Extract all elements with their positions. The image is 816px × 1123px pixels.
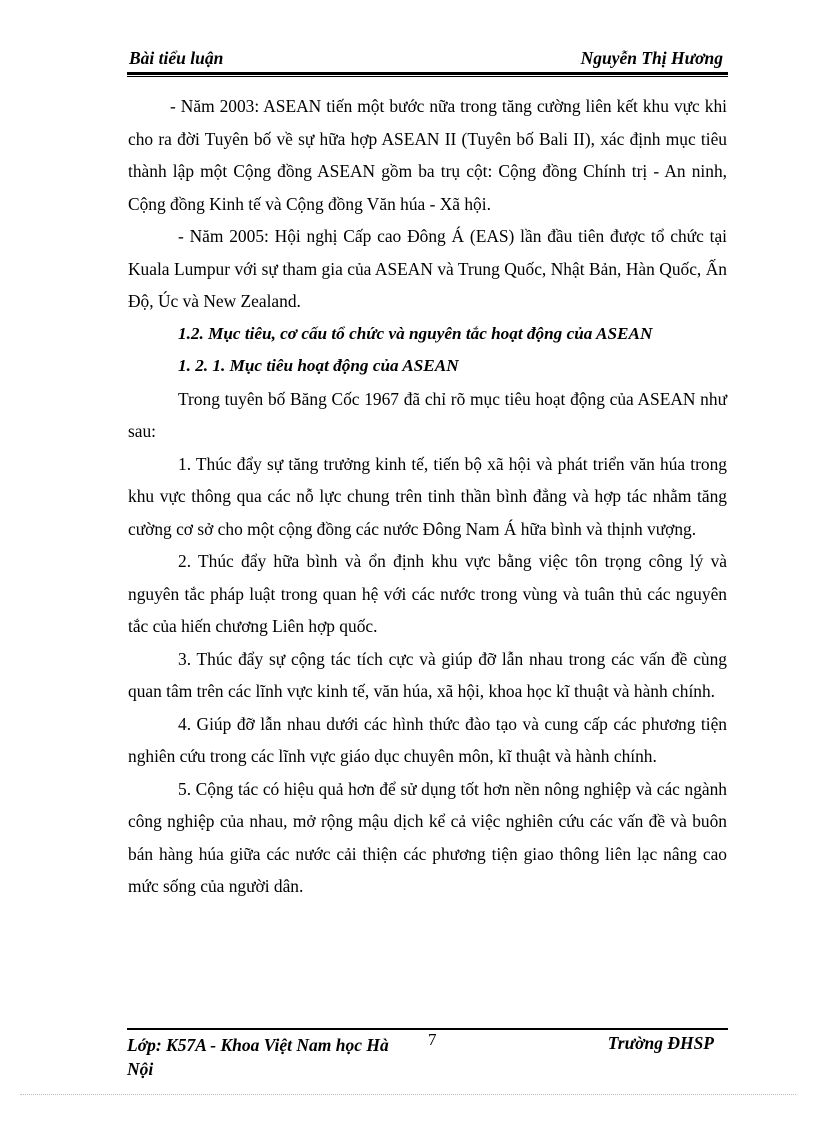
page-header [127,48,727,74]
footer-school: Trường ĐHSP [607,1033,714,1053]
list-item-3: 3. Thúc đẩy sự cộng tác tích cực và giúp đỡ lẫn nhau trong các vấn đề cùng quan tâm trên các lĩnh vực kinh tế, văn húa, xã hội, khoa học kĩ thuật và hành chính. [128,648,727,701]
list-item-5: 5. Cộng tác có hiệu quả hơn để sử dụng tốt hơn nền nông nghiệp và các ngành công nghiệp của nhau, mở rộng mậu dịch kể cả việc nghiên cứu các vấn đề và buôn bán hàng húa giữa các nước cải thiện các phương tiện giao thông liên lạc nâng cao mức sống của người dân. [128,778,727,896]
page-edge-divider [20,1094,796,1095]
paragraph-2005: - Năm 2005: Hội nghị Cấp cao Đông Á (EAS) lần đầu tiên được tổ chức tại Kuala Lumpur với sự tham gia của ASEAN và Trung Quốc, Nhật Bản, Hàn Quốc, Ấn Độ, Úc và New Zealand. [128,226,727,311]
paragraph-2003: - Năm 2003: ASEAN tiến một bước nữa trong tăng cường liên kết khu vực khi cho ra đời Tuyên bố về sự hữa hợp ASEAN II (Tuyên bố Bali II), xác định mục tiêu thành lập một Cộng đồng ASEAN gồm ba trụ cột: Cộng đồng Chính trị - An ninh, Cộng đồng Kinh tế và Cộng đồng Văn húa - Xã hội. [128,96,727,214]
section-heading: 1.2. Mục tiêu, cơ cấu tổ chức và nguyên tắc hoạt động của ASEAN [178,323,653,343]
list-item-4: 4. Giúp đỡ lẫn nhau dưới các hình thức đào tạo và cung cấp các phương tiện nghiên cứu trong các lĩnh vực giáo dục chuyên môn, kĩ thuật và hành chính. [128,713,727,766]
subsection-heading: 1. 2. 1. Mục tiêu hoạt động của ASEAN [178,356,459,375]
header-author: Nguyễn Thị Hương [580,48,723,68]
page-number: 7 [428,1030,437,1049]
paragraph-intro: Trong tuyên bố Băng Cốc 1967 đã chỉ rõ mục tiêu hoạt động của ASEAN như sau: [128,388,727,441]
page-body [128,90,727,903]
list-item-2: 2. Thúc đẩy hữa bình và ổn định khu vực bằng việc tôn trọng công lý và nguyên tắc pháp luật trong quan hệ với các nước trong vùng và tuân thủ các nguyên tắc của hiến chương Liên hợp quốc. [128,551,727,636]
list-item-1: 1. Thúc đẩy sự tăng trưởng kinh tế, tiến bộ xã hội và phát triển văn húa trong khu vực thông qua các nỗ lực chung trên tinh thần bình đẳng và hợp tác nhằm tăng cường cơ sở cho một cộng đồng các nước Đông Nam Á hữa bình và thịnh vượng. [128,453,727,539]
header-title: Bài tiểu luận [129,48,224,68]
footer-class-info: Lớp: K57A - Khoa Việt Nam học Hà Nội [127,1035,389,1079]
header-rule-thick [127,72,728,75]
header-rule-thin [127,76,728,77]
